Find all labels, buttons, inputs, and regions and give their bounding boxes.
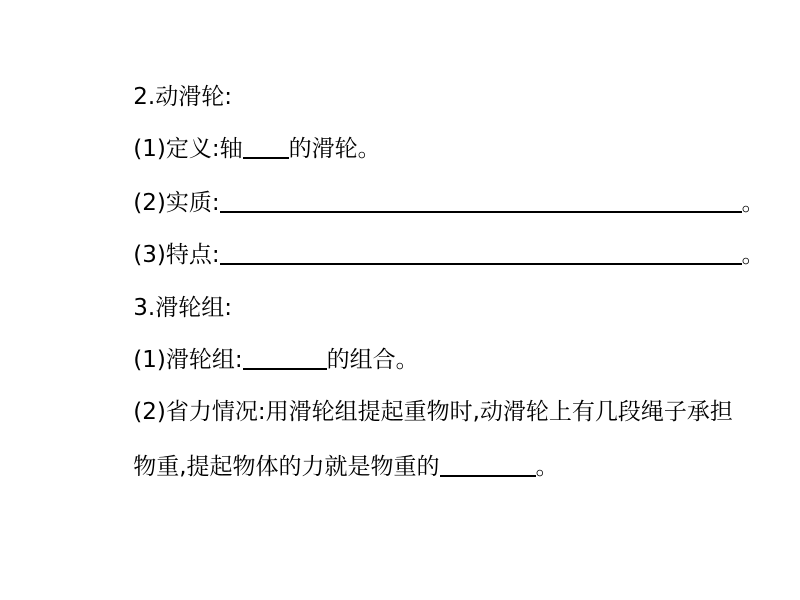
item-feature-suffix: 。 xyxy=(741,242,765,268)
item-force-saving-cont-prefix: 物重,提起物体的力就是物重的 xyxy=(133,454,440,480)
item-definition-prefix: (1)定义:轴 xyxy=(133,136,243,162)
item-feature-prefix: (3)特点: xyxy=(133,242,220,268)
item-force-saving-cont xyxy=(104,422,559,512)
heading-text: 2.动滑轮: xyxy=(133,84,232,110)
item-essence-suffix: 。 xyxy=(741,190,765,216)
item-pulley-block-suffix: 的组合。 xyxy=(326,347,419,373)
heading-text: 3.滑轮组: xyxy=(133,295,232,321)
item-force-saving-cont-suffix: 。 xyxy=(535,454,559,480)
item-essence-prefix: (2)实质: xyxy=(133,190,220,216)
item-force-saving-text: (2)省力情况:用滑轮组提起重物时,动滑轮上有几段绳子承担 xyxy=(133,399,733,425)
fill-blank xyxy=(243,135,289,159)
item-definition-suffix: 的滑轮。 xyxy=(288,136,381,162)
item-pulley-block-prefix: (1)滑轮组: xyxy=(133,347,243,373)
fill-blank xyxy=(220,241,742,265)
fill-blank xyxy=(440,453,536,477)
